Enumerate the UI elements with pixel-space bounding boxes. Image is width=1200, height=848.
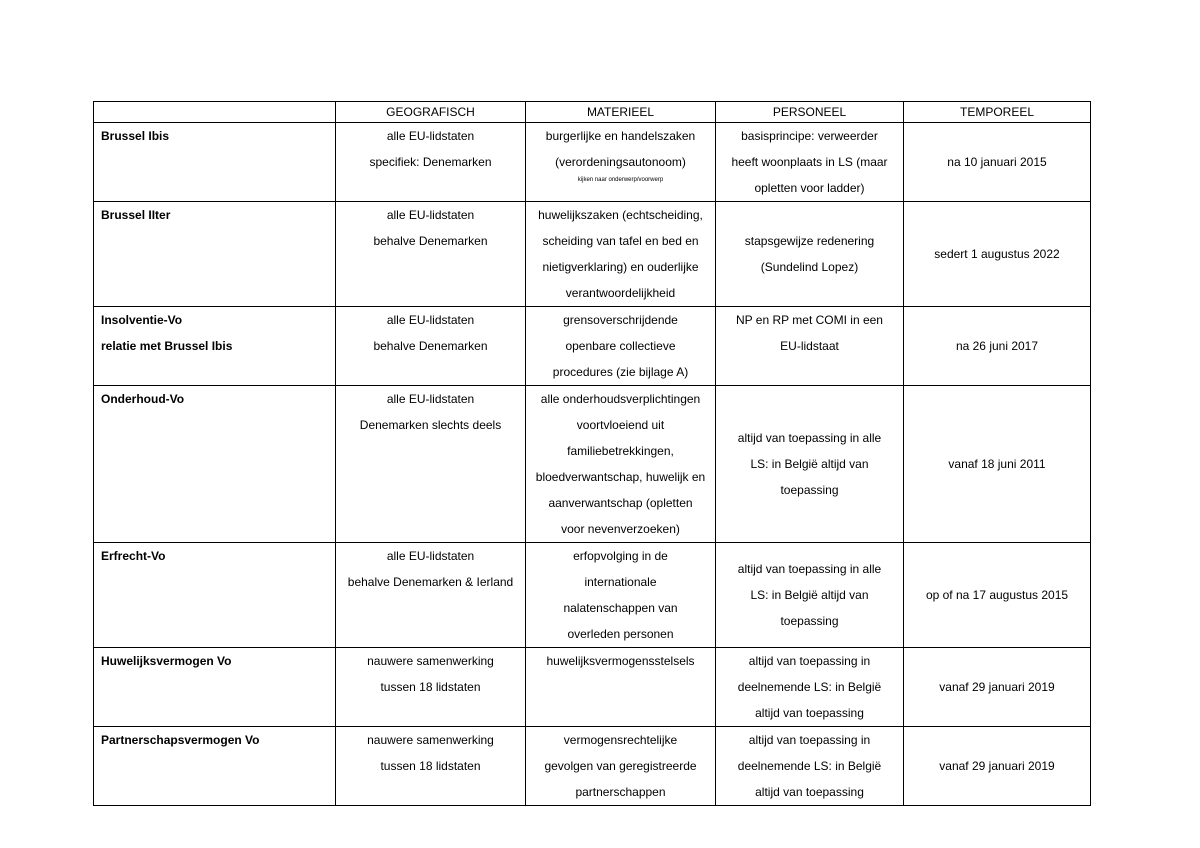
material-scope-line: openbare collectieve: [565, 339, 676, 353]
geographic-scope-line: tussen 18 lidstaten: [380, 680, 481, 694]
personal-scope-cell: [716, 543, 904, 648]
geographic-scope-line: behalve Denemarken: [373, 339, 488, 353]
personal-scope-cell: [716, 648, 904, 727]
temporal-scope-cell: [904, 307, 1091, 386]
header-temporeel: TEMPOREEL: [904, 102, 1091, 123]
geographic-scope-cell: [336, 307, 526, 386]
regulation-name-cell: [94, 386, 336, 543]
regulation-name-line: Brussel Ibis: [101, 129, 170, 143]
temporal-scope-line: vanaf 18 juni 2011: [948, 457, 1046, 471]
personal-scope-line: basisprincipe: verweerder: [741, 129, 878, 143]
personal-scope-line: altijd van toepassing: [755, 706, 864, 720]
material-scope-line: voor nevenverzoeken): [561, 522, 680, 536]
regulation-name-line: Onderhoud-Vo: [101, 392, 185, 406]
personal-scope-line: EU-lidstaat: [780, 339, 839, 353]
temporal-scope-cell: [904, 648, 1091, 727]
regulation-name-line: Erfrecht-Vo: [101, 549, 166, 563]
personal-scope-line: toepassing: [780, 483, 839, 497]
material-scope-line: burgerlijke en handelszaken: [545, 129, 696, 143]
table-row: [94, 202, 1091, 307]
personal-scope-line: LS: in België altijd van: [750, 588, 869, 602]
regulation-name-cell: [94, 123, 336, 202]
geographic-scope-cell: [336, 386, 526, 543]
regulation-name-line: relatie met Brussel Ibis: [101, 339, 233, 353]
personal-scope-line: stapsgewijze redenering: [744, 234, 875, 248]
material-scope-line: verantwoordelijkheid: [565, 286, 676, 300]
temporal-scope-cell: [904, 386, 1091, 543]
material-scope-cell: [526, 648, 716, 727]
temporal-scope-line: na 26 juni 2017: [955, 339, 1039, 353]
personal-scope-cell: [716, 123, 904, 202]
material-scope-line: nietigverklaring) en ouderlijke: [542, 260, 699, 274]
geographic-scope-line: tussen 18 lidstaten: [380, 759, 481, 773]
material-scope-line: kijken naar onderwerp/voorwerp: [577, 177, 664, 183]
temporal-scope-line: op of na 17 augustus 2015: [925, 588, 1069, 602]
personal-scope-line: altijd van toepassing in: [748, 733, 871, 747]
material-scope-line: nalatenschappen van: [563, 601, 678, 615]
geographic-scope-line: nauwere samenwerking: [367, 654, 494, 668]
material-scope-line: huwelijksvermogensstelsels: [546, 654, 695, 668]
material-scope-line: voortvloeiend uit: [576, 418, 665, 432]
regulation-name-cell: [94, 648, 336, 727]
geographic-scope-cell: [336, 123, 526, 202]
header-materieel: MATERIEEL: [526, 102, 716, 123]
material-scope-line: (verordeningsautonoom): [555, 155, 686, 169]
geographic-scope-cell: [336, 727, 526, 806]
personal-scope-line: (Sundelind Lopez): [760, 260, 859, 274]
temporal-scope-line: vanaf 29 januari 2019: [939, 759, 1055, 773]
temporal-scope-cell: [904, 543, 1091, 648]
geographic-scope-line: alle EU-lidstaten: [386, 392, 475, 406]
regulation-name-line: Partnerschapsvermogen Vo: [101, 733, 260, 747]
material-scope-line: gevolgen van geregistreerde: [544, 759, 697, 773]
geographic-scope-cell: [336, 543, 526, 648]
geographic-scope-line: nauwere samenwerking: [367, 733, 494, 747]
regulation-name-cell: [94, 307, 336, 386]
regulation-name-cell: [94, 727, 336, 806]
geographic-scope-line: alle EU-lidstaten: [386, 208, 475, 222]
regulation-name-line: Brussel IIter: [101, 208, 171, 222]
geographic-scope-line: alle EU-lidstaten: [386, 549, 475, 563]
header-geografisch: GEOGRAFISCH: [336, 102, 526, 123]
regulation-name-line: Huwelijksvermogen Vo: [101, 654, 232, 668]
material-scope-line: procedures (zie bijlage A): [552, 365, 689, 379]
material-scope-line: alle onderhoudsverplichtingen: [540, 392, 701, 406]
personal-scope-line: toepassing: [780, 614, 839, 628]
personal-scope-line: opletten voor ladder): [754, 181, 865, 195]
material-scope-line: grensoverschrijdende: [563, 313, 678, 327]
personal-scope-cell: [716, 727, 904, 806]
material-scope-line: vermogensrechtelijke: [563, 733, 678, 747]
table-row: [94, 648, 1091, 727]
material-scope-line: huwelijkszaken (echtscheiding,: [538, 208, 703, 222]
table-row: [94, 307, 1091, 386]
table-row: [94, 386, 1091, 543]
geographic-scope-line: Denemarken slechts deels: [359, 418, 502, 432]
material-scope-cell: [526, 386, 716, 543]
table-row: [94, 543, 1091, 648]
geographic-scope-cell: [336, 202, 526, 307]
material-scope-cell: [526, 123, 716, 202]
personal-scope-line: altijd van toepassing in: [748, 654, 871, 668]
material-scope-line: bloedverwantschap, huwelijk en: [535, 470, 706, 484]
material-scope-cell: [526, 307, 716, 386]
personal-scope-line: deelnemende LS: in België: [737, 680, 882, 694]
temporal-scope-cell: [904, 123, 1091, 202]
material-scope-line: erfopvolging in de: [573, 549, 668, 563]
material-scope-line: internationale: [584, 575, 657, 589]
personal-scope-line: deelnemende LS: in België: [737, 759, 882, 773]
material-scope-line: overleden personen: [567, 627, 674, 641]
header-empty: [94, 102, 336, 123]
geographic-scope-line: behalve Denemarken & Ierland: [347, 575, 514, 589]
header-row: [94, 102, 1091, 123]
personal-scope-line: altijd van toepassing in alle: [737, 431, 882, 445]
temporal-scope-line: vanaf 29 januari 2019: [939, 680, 1055, 694]
geographic-scope-line: behalve Denemarken: [373, 234, 488, 248]
table-row: [94, 123, 1091, 202]
regulation-name-line: Insolventie-Vo: [101, 313, 183, 327]
regulations-table: [93, 101, 1091, 806]
geographic-scope-line: specifiek: Denemarken: [369, 155, 492, 169]
material-scope-line: scheiding van tafel en bed en: [542, 234, 699, 248]
material-scope-line: aanverwantschap (opletten: [548, 496, 693, 510]
personal-scope-cell: [716, 386, 904, 543]
personal-scope-cell: [716, 307, 904, 386]
temporal-scope-line: na 10 januari 2015: [947, 155, 1047, 169]
material-scope-line: familiebetrekkingen,: [567, 444, 674, 458]
regulation-name-cell: [94, 543, 336, 648]
personal-scope-line: heeft woonplaats in LS (maar: [731, 155, 888, 169]
geographic-scope-line: alle EU-lidstaten: [386, 313, 475, 327]
temporal-scope-cell: [904, 202, 1091, 307]
personal-scope-line: altijd van toepassing in alle: [737, 562, 882, 576]
geographic-scope-line: alle EU-lidstaten: [386, 129, 475, 143]
material-scope-cell: [526, 727, 716, 806]
material-scope-cell: [526, 543, 716, 648]
personal-scope-line: LS: in België altijd van: [750, 457, 869, 471]
material-scope-cell: [526, 202, 716, 307]
personal-scope-line: altijd van toepassing: [755, 785, 864, 799]
temporal-scope-cell: [904, 727, 1091, 806]
personal-scope-cell: [716, 202, 904, 307]
temporal-scope-line: sedert 1 augustus 2022: [934, 247, 1060, 261]
header-personeel: PERSONEEL: [716, 102, 904, 123]
geographic-scope-cell: [336, 648, 526, 727]
regulation-name-cell: [94, 202, 336, 307]
material-scope-line: partnerschappen: [575, 785, 666, 799]
table-row: [94, 727, 1091, 806]
personal-scope-line: NP en RP met COMI in een: [736, 313, 883, 327]
